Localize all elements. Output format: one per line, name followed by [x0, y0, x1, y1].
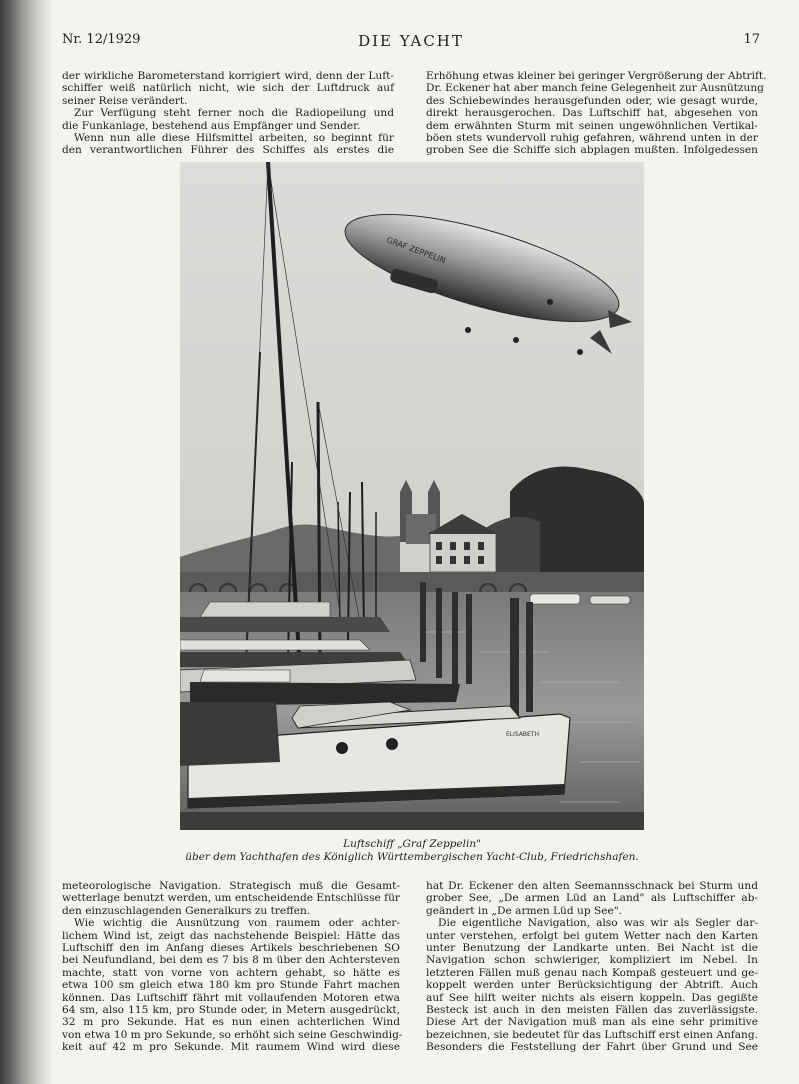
text-line: direkt herausgerochen. Das Luftschiff hat, abgesehen von — [426, 107, 758, 120]
text-line: 64 sm, also 115 km, pro Stunde oder, in Metern ausgedrückt, — [62, 1004, 400, 1017]
text-line: koppelt werden unter Berücksichtigung der Abtrift. Auch — [426, 979, 758, 992]
issue-number: Nr. 12/1929 — [62, 32, 141, 47]
text-line: können. Das Luftschiff fährt mit vollaufenden Motoren etwa — [62, 991, 400, 1004]
text-line: Besteck ist auch in den meisten Fällen das zuverlässigste. — [426, 1004, 758, 1017]
page-header — [62, 32, 760, 52]
text-line: keit auf 42 m pro Sekunde. Mit raumem Wind wird diese — [62, 1041, 400, 1054]
text-line: lichem Wind ist, zeigt das nachstehende Beispiel: Hätte das — [62, 929, 400, 942]
caption-line-1: Luftschiff „Graf Zeppelin" — [343, 838, 481, 850]
text-line: Erhöhung etwas kleiner bei geringer Vergrößerung der Abtrift. — [426, 70, 767, 82]
text-line: der wirkliche Barometerstand korrigiert wird, denn der Luft- — [62, 70, 394, 82]
text-line: die Funkanlage, bestehend aus Empfänger und Sender. — [62, 119, 361, 132]
text-line: Navigation schon schwieriger, kompliziert im Nebel. In — [426, 954, 758, 967]
text-line: Luftschiff den im Anfang dieses Artikels beschriebenen SO — [62, 942, 400, 955]
text-line: bezeichnen, sie bedeutet für das Luftschiff erst einen Anfang. — [426, 1028, 758, 1041]
bottom-left-column — [62, 880, 403, 1054]
text-line: wetterlage benutzt werden, um entscheidende Entschlüsse für — [62, 892, 400, 905]
text-line: dem erwähnten Sturm mit seinen ungewöhnlichen Vertikal- — [426, 119, 758, 132]
text-line: unter Benutzung der Landkarte unten. Bei Nacht ist die — [426, 942, 758, 955]
text-line: 32 m pro Sekunde. Hat es nun einen achterlichen Wind — [62, 1016, 400, 1029]
caption-line-2: über dem Yachthafen des Königlich Württembergischen Yacht-Club, Friedrichshafen. — [185, 851, 639, 863]
text-line: Zur Verfügung steht ferner noch die Radiopeilung und — [74, 107, 394, 120]
text-line: böen stets wundervoll ruhig gefahren, während unten in der — [426, 132, 758, 145]
text-line: meteorologische Navigation. Strategisch muß die Gesamt- — [62, 880, 400, 892]
text-line: Diese Art der Navigation muß man als eine sehr primitive — [426, 1016, 758, 1029]
text-line: groben See die Schiffe sich abplagen mußten. Infolgedessen — [426, 144, 758, 157]
text-line: machte, statt von vorne von achtern gehabt, so hätte es — [62, 966, 400, 979]
text-line: von etwa 10 m pro Sekunde, so erhöht sich seine Geschwindig- — [62, 1028, 403, 1041]
zeppelin-harbor-photo — [180, 162, 644, 830]
book-binding-shadow — [0, 0, 52, 1084]
text-line: unter verstehen, erfolgt bei gutem Wetter nach den Karten — [426, 929, 758, 942]
text-line: schiffer weiß natürlich nicht, wie sich der Luftdruck auf — [62, 82, 394, 95]
magazine-title: DIE YACHT — [358, 32, 464, 50]
text-line: des Schiebewindes herausgefunden oder, wie gesagt wurde, — [426, 94, 758, 107]
text-line: auf See hilft weiter nichts als eisern koppeln. Das gegißte — [426, 991, 758, 1004]
text-line: Wenn nun alle diese Hilfsmittel arbeiten, so beginnt für — [74, 132, 394, 145]
top-right-column — [426, 70, 767, 157]
text-line: Dr. Eckener hat aber manch feine Gelegenheit zur Ausnützung — [426, 82, 764, 95]
text-line: letzteren Fällen muß genau nach Kompaß gesteuert und ge- — [426, 966, 758, 979]
text-line: Die eigentliche Navigation, also was wir als Segler dar- — [438, 917, 758, 930]
text-line: den einzuschlagenden Generalkurs zu treffen. — [62, 904, 311, 917]
text-line: seiner Reise verändert. — [62, 94, 188, 107]
text-line: etwa 100 sm gleich etwa 180 km pro Stunde Fahrt machen — [62, 979, 400, 992]
page-number: 17 — [743, 32, 760, 47]
bottom-right-column — [426, 880, 758, 1054]
text-line: geändert in „De armen Lüd up See". — [426, 904, 623, 917]
text-line: hat Dr. Eckener den alten Seemannsschnack bei Sturm und — [426, 880, 758, 892]
boat-lettering: ELISABETH — [506, 731, 540, 738]
airship-lettering: GRAF ZEPPELIN — [385, 235, 447, 266]
top-left-column — [62, 70, 394, 157]
text-line: bei Neufundland, bei dem es 7 bis 8 m über den Achtersteven — [62, 954, 400, 967]
photo-caption — [180, 838, 644, 864]
text-line: den verantwortlichen Führer des Schiffes als erstes die — [62, 144, 394, 157]
text-line: Besonders die Feststellung der Fahrt über Grund und See — [426, 1041, 758, 1054]
text-line: Wie wichtig die Ausnützung von raumem oder achter- — [74, 917, 400, 930]
text-line: grober See, „De armen Lüd an Land" als Luftschiffer ab- — [426, 892, 758, 905]
